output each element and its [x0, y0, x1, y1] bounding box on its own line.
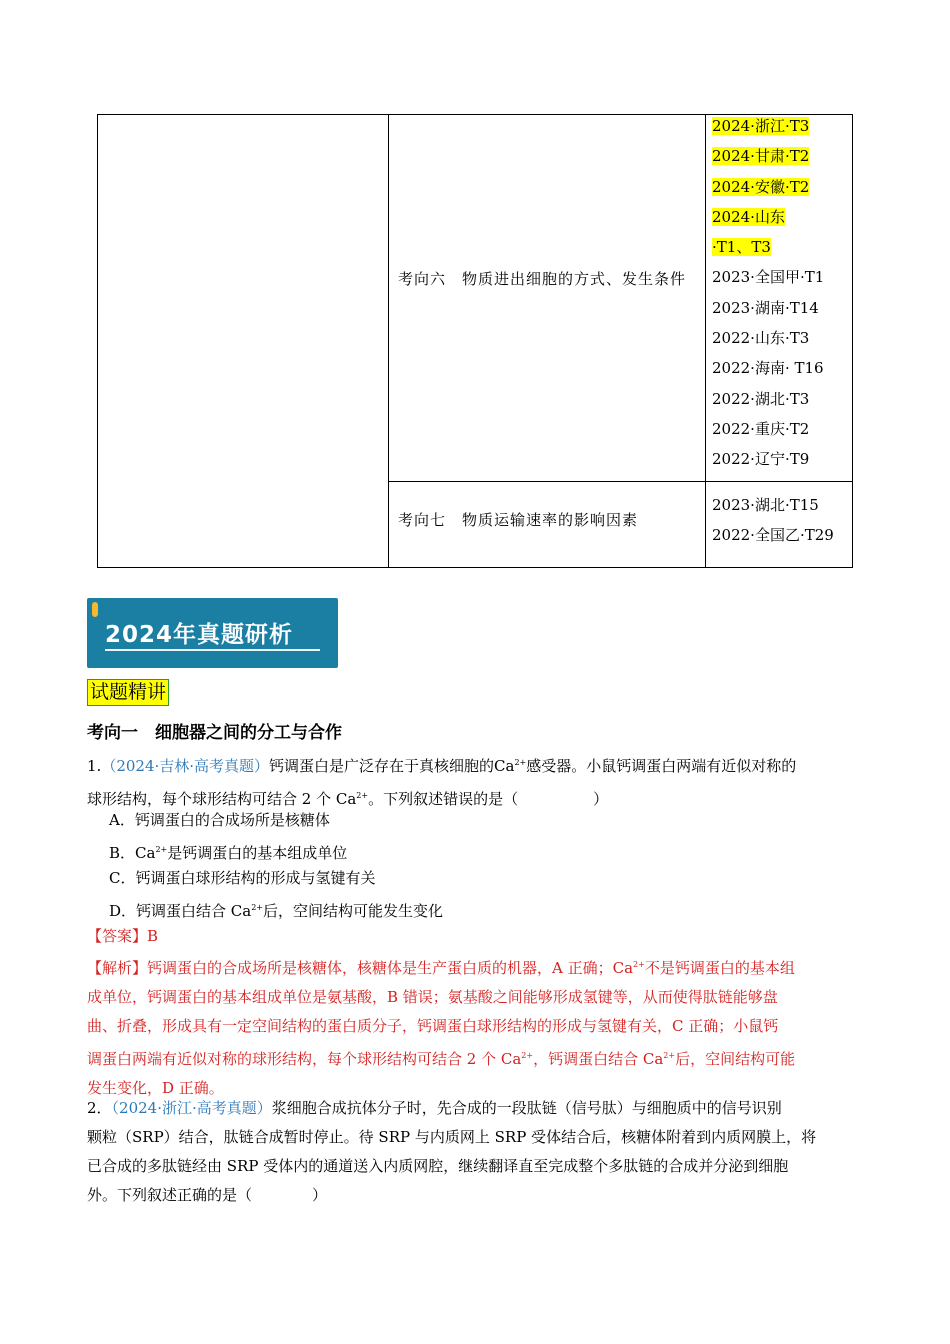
superscript: 2+ [251, 903, 264, 912]
option-text: 是钙调蛋白的基本组成单位 [167, 844, 348, 862]
analysis-text: 成单位，钙调蛋白的基本组成单位是氨基酸，B 错误；氨基酸之间能够形成氢键等，从而使得肽链能够盘 [87, 988, 778, 1006]
analysis-text: 调蛋白两端有近似对称的球形结构，每个球形结构可结合 2 个 Ca [87, 1050, 522, 1068]
analysis [87, 950, 863, 1103]
option-c: C．钙调蛋白球形结构的形成与氢键有关 [109, 869, 376, 887]
reference-item [712, 172, 824, 202]
subsection-title: 考向一 细胞器之间的分工与合作 [87, 723, 342, 743]
reference-text: 2022·重庆·T2 [712, 419, 810, 438]
section-title: 试题精讲 [87, 679, 169, 706]
table-column-divider [705, 115, 706, 567]
reference-text: 2024·山东 [712, 207, 785, 226]
reference-item [712, 384, 824, 414]
stem-text: 球形结构，每个球形结构可结合 2 个 Ca [87, 790, 357, 808]
table-row-divider [388, 481, 852, 482]
option-a: A．钙调蛋白的合成场所是核糖体 [109, 811, 330, 829]
reference-item [712, 232, 824, 262]
stem-text: 钙调蛋白是广泛存在于真核细胞的Ca [269, 757, 515, 775]
reference-item [712, 141, 824, 171]
reference-item [712, 293, 824, 323]
analysis-text: ，钙调蛋白结合 Ca [533, 1050, 664, 1068]
option-text: 后，空间结构可能发生变化 [263, 902, 444, 920]
reference-text: 2022·辽宁·T9 [712, 450, 810, 469]
reference-item: 2023·湖北·T15 [712, 496, 819, 514]
banner-underline [105, 649, 320, 651]
table-column-divider [388, 115, 389, 567]
stem-text: 已合成的多肽链经由 SRP 受体内的通道送入内质网腔，继续翻译直至完成整个多肽链的合成并分泌到细胞 [87, 1157, 789, 1175]
superscript: 2+ [663, 1051, 676, 1060]
reference-text: 2024·浙江·T3 [712, 117, 810, 135]
analysis-text: 发生变化，D 正确。 [87, 1079, 224, 1097]
reference-item [712, 323, 824, 353]
reference-text: 2023·湖南·T14 [712, 298, 819, 317]
superscript: 2+ [633, 960, 645, 969]
question-1-stem [87, 748, 863, 814]
reference-text: 2023·全国甲·T1 [712, 268, 825, 287]
reference-text: 2022·山东·T3 [712, 329, 810, 348]
superscript: 2+ [155, 845, 168, 854]
banner-accent-mark [92, 602, 98, 617]
reference-item [712, 111, 824, 141]
year-analysis-banner [87, 598, 338, 668]
question-number: 2． [87, 1099, 112, 1117]
analysis-text: 【解析】钙调蛋白的合成场所是核糖体，核糖体是生产蛋白质的机器，A 正确；Ca [87, 959, 634, 977]
stem-text: 外。下列叙述正确的是（ ） [87, 1186, 328, 1204]
stem-text: 浆细胞合成抗体分子时，先合成的一段肽链（信号肽）与细胞质中的信号识别 [271, 1099, 782, 1117]
reference-item [712, 414, 824, 444]
answer: 【答案】B [87, 927, 159, 945]
question-source: （2024·浙江·高考真题） [111, 1099, 272, 1117]
option-text: D．钙调蛋白结合 Ca [109, 902, 252, 920]
reference-text: 2022·湖北·T3 [712, 389, 810, 408]
reference-item [712, 353, 824, 383]
banner-title: 2024年真题研析 [105, 622, 294, 648]
reference-item [712, 444, 824, 474]
reference-text: 2024·甘肃·T2 [712, 147, 810, 166]
topic-six-references [712, 111, 824, 475]
reference-item [712, 262, 824, 292]
reference-item: 2022·全国乙·T29 [712, 526, 834, 545]
superscript: 2+ [356, 791, 369, 800]
superscript: 2+ [521, 1051, 534, 1060]
topic-six-label: 考向六 物质进出细胞的方式、发生条件 [398, 270, 687, 288]
superscript: 2+ [514, 758, 527, 767]
question-source: （2024·吉林·高考真题） [101, 757, 270, 775]
topic-seven-label: 考向七 物质运输速率的影响因素 [398, 511, 639, 529]
reference-text: 2022·海南· T16 [712, 359, 824, 378]
stem-text: 颗粒（SRP）结合，肽链合成暂时停止。待 SRP 与内质网上 SRP 受体结合后，核糖体附着到内质网膜上，将 [87, 1128, 817, 1146]
analysis-text: 后，空间结构可能 [675, 1050, 796, 1068]
question-number: 1. [87, 757, 102, 775]
question-2-stem [87, 1094, 863, 1210]
option-text: B．Ca [109, 844, 156, 862]
stem-text: 。下列叙述错误的是（ ） [368, 790, 609, 808]
analysis-text: 不是钙调蛋白的基本组 [644, 959, 795, 977]
reference-item [712, 202, 824, 232]
reference-text: ·T1、T3 [712, 238, 771, 257]
analysis-text: 曲、折叠，形成具有一定空间结构的蛋白质分子，钙调蛋白球形结构的形成与氢键有关，C 正确；小鼠钙 [87, 1017, 779, 1035]
stem-text: 感受器。小鼠钙调蛋白两端有近似对称的 [526, 757, 797, 775]
reference-text: 2024·安徽·T2 [712, 177, 810, 196]
topic-seven-references [712, 490, 834, 551]
